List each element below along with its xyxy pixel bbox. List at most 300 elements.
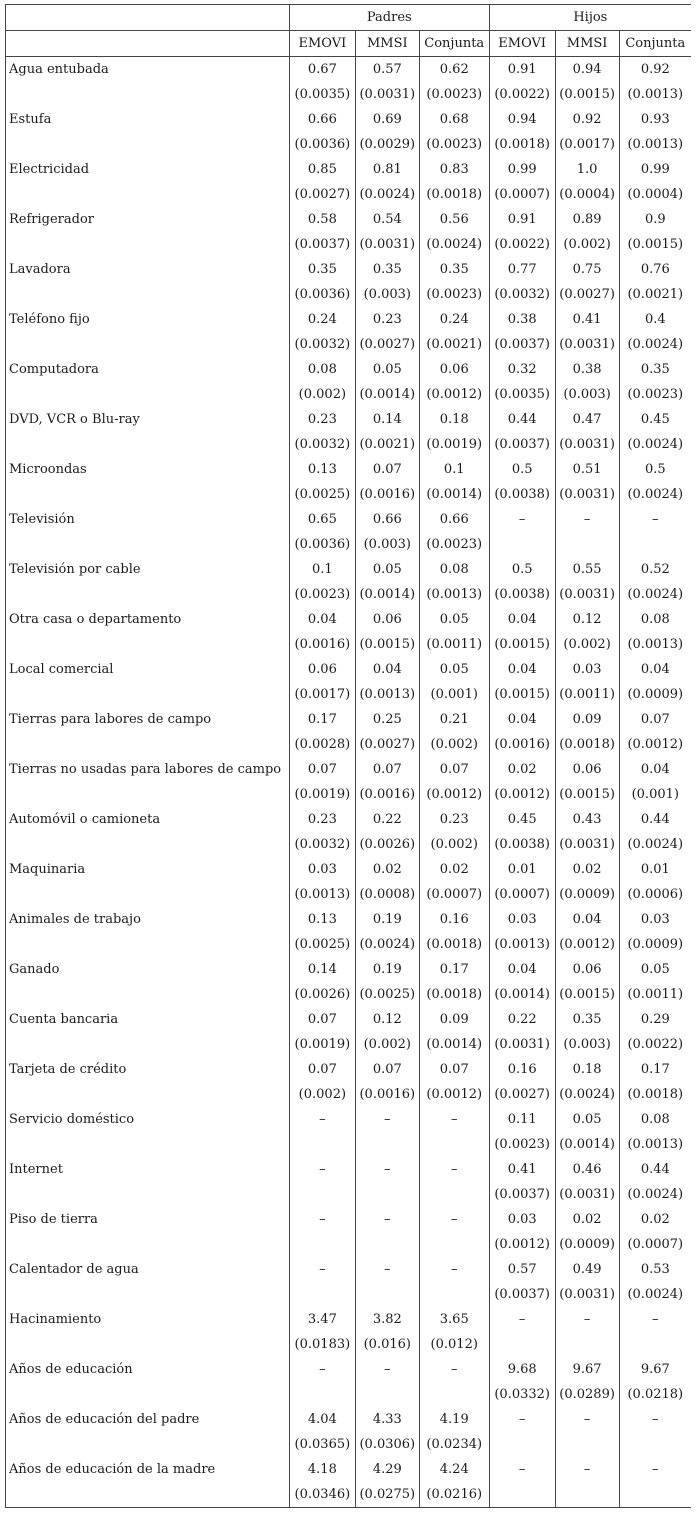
standard-error-cell: (0.0022) bbox=[489, 82, 555, 107]
standard-error-cell: (0.002) bbox=[355, 1032, 419, 1057]
standard-error-cell bbox=[619, 1432, 691, 1457]
standard-error-cell: (0.0038) bbox=[489, 832, 555, 857]
row-label-empty bbox=[6, 232, 290, 257]
row-label: Local comercial bbox=[6, 657, 290, 682]
row-label-empty bbox=[6, 732, 290, 757]
value-cell: 0.04 bbox=[489, 607, 555, 632]
standard-error-cell: (0.0004) bbox=[619, 182, 691, 207]
value-cell: 0.13 bbox=[289, 457, 355, 482]
standard-error-cell: (0.0018) bbox=[619, 1082, 691, 1107]
value-cell: – bbox=[555, 1307, 619, 1332]
standard-error-cell: (0.0018) bbox=[419, 982, 489, 1007]
column-header: Conjunta bbox=[419, 31, 489, 57]
value-cell: 0.41 bbox=[489, 1157, 555, 1182]
value-cell: 0.92 bbox=[619, 57, 691, 83]
row-label-empty bbox=[6, 1432, 290, 1457]
standard-error-cell: (0.0031) bbox=[489, 1032, 555, 1057]
row-label-empty bbox=[6, 632, 290, 657]
value-cell: – bbox=[419, 1357, 489, 1382]
table-row-standard-error bbox=[6, 1082, 692, 1107]
value-cell: 0.24 bbox=[419, 307, 489, 332]
standard-error-cell: (0.0015) bbox=[555, 782, 619, 807]
standard-error-cell: (0.0234) bbox=[419, 1432, 489, 1457]
standard-error-cell: (0.0031) bbox=[555, 1182, 619, 1207]
standard-error-cell: (0.0015) bbox=[555, 82, 619, 107]
standard-error-cell: (0.0013) bbox=[289, 882, 355, 907]
value-cell: 0.47 bbox=[555, 407, 619, 432]
value-cell: 0.07 bbox=[355, 457, 419, 482]
value-cell: – bbox=[289, 1257, 355, 1282]
standard-error-cell: (0.0032) bbox=[289, 332, 355, 357]
standard-error-cell: (0.0024) bbox=[555, 1082, 619, 1107]
standard-error-cell: (0.0026) bbox=[355, 832, 419, 857]
table-row bbox=[6, 757, 692, 782]
standard-error-cell: (0.0012) bbox=[419, 1082, 489, 1107]
row-label: Tierras no usadas para labores de campo bbox=[6, 757, 290, 782]
standard-error-cell: (0.0018) bbox=[555, 732, 619, 757]
value-cell: 0.13 bbox=[289, 907, 355, 932]
value-cell: 0.11 bbox=[489, 1107, 555, 1132]
standard-error-cell: (0.0019) bbox=[419, 432, 489, 457]
standard-error-cell: (0.0036) bbox=[289, 282, 355, 307]
standard-error-cell: (0.0016) bbox=[355, 782, 419, 807]
row-label: Televisión por cable bbox=[6, 557, 290, 582]
value-cell: – bbox=[619, 507, 691, 532]
row-label: Animales de trabajo bbox=[6, 907, 290, 932]
standard-error-cell: (0.0012) bbox=[489, 1232, 555, 1257]
row-label: Años de educación de la madre bbox=[6, 1457, 290, 1482]
standard-error-cell: (0.0023) bbox=[419, 82, 489, 107]
standard-error-cell: (0.0007) bbox=[489, 882, 555, 907]
standard-error-cell: (0.001) bbox=[619, 782, 691, 807]
value-cell: 0.01 bbox=[489, 857, 555, 882]
table-row-standard-error bbox=[6, 732, 692, 757]
value-cell: 0.04 bbox=[289, 607, 355, 632]
standard-error-cell bbox=[355, 1382, 419, 1407]
value-cell: 0.35 bbox=[289, 257, 355, 282]
row-label: Piso de tierra bbox=[6, 1207, 290, 1232]
value-cell: 0.35 bbox=[419, 257, 489, 282]
table-row bbox=[6, 157, 692, 182]
standard-error-cell: (0.0027) bbox=[355, 332, 419, 357]
row-label: Años de educación bbox=[6, 1357, 290, 1382]
standard-error-cell bbox=[355, 1282, 419, 1307]
table-row-standard-error bbox=[6, 932, 692, 957]
standard-error-cell bbox=[489, 1432, 555, 1457]
value-cell: 0.1 bbox=[419, 457, 489, 482]
standard-error-cell: (0.0021) bbox=[355, 432, 419, 457]
value-cell: – bbox=[289, 1357, 355, 1382]
value-cell: 9.68 bbox=[489, 1357, 555, 1382]
standard-error-cell: (0.0014) bbox=[419, 482, 489, 507]
table-row-standard-error bbox=[6, 982, 692, 1007]
row-label: Tarjeta de crédito bbox=[6, 1057, 290, 1082]
standard-error-cell: (0.0035) bbox=[289, 82, 355, 107]
standard-error-cell: (0.0014) bbox=[355, 382, 419, 407]
row-label-empty bbox=[6, 682, 290, 707]
standard-error-cell: (0.0023) bbox=[419, 532, 489, 557]
standard-error-cell: (0.0022) bbox=[489, 232, 555, 257]
standard-error-cell bbox=[489, 532, 555, 557]
table-row-standard-error bbox=[6, 1282, 692, 1307]
value-cell: 0.09 bbox=[555, 707, 619, 732]
value-cell: 0.38 bbox=[555, 357, 619, 382]
standard-error-cell: (0.0021) bbox=[419, 332, 489, 357]
table-row bbox=[6, 1307, 692, 1332]
row-label-empty bbox=[6, 982, 290, 1007]
standard-error-cell: (0.0013) bbox=[489, 932, 555, 957]
value-cell: 3.47 bbox=[289, 1307, 355, 1332]
standard-error-cell: (0.002) bbox=[419, 732, 489, 757]
row-label-empty bbox=[6, 1182, 290, 1207]
standard-error-cell: (0.0024) bbox=[419, 232, 489, 257]
standard-error-cell: (0.0012) bbox=[489, 782, 555, 807]
value-cell: 0.05 bbox=[355, 557, 419, 582]
standard-error-cell: (0.0036) bbox=[289, 532, 355, 557]
table-row-standard-error bbox=[6, 1482, 692, 1507]
standard-error-cell: (0.0017) bbox=[555, 132, 619, 157]
value-cell: – bbox=[555, 507, 619, 532]
standard-error-cell: (0.0013) bbox=[619, 82, 691, 107]
standard-error-cell: (0.002) bbox=[555, 232, 619, 257]
row-label-empty bbox=[6, 482, 290, 507]
value-cell: 0.07 bbox=[619, 707, 691, 732]
standard-error-cell: (0.0013) bbox=[619, 132, 691, 157]
value-cell: 0.01 bbox=[619, 857, 691, 882]
value-cell: 0.05 bbox=[355, 357, 419, 382]
standard-error-cell: (0.0015) bbox=[489, 682, 555, 707]
standard-error-cell bbox=[289, 1232, 355, 1257]
standard-error-cell bbox=[355, 1182, 419, 1207]
table-row-standard-error bbox=[6, 782, 692, 807]
row-label: Años de educación del padre bbox=[6, 1407, 290, 1432]
value-cell: 0.02 bbox=[555, 1207, 619, 1232]
value-cell: 0.43 bbox=[555, 807, 619, 832]
standard-error-cell: (0.0019) bbox=[289, 1032, 355, 1057]
standard-error-cell: (0.0021) bbox=[619, 282, 691, 307]
standard-error-cell: (0.003) bbox=[355, 282, 419, 307]
standard-error-cell: (0.0018) bbox=[489, 132, 555, 157]
row-label: Internet bbox=[6, 1157, 290, 1182]
value-cell: 0.35 bbox=[619, 357, 691, 382]
table-row bbox=[6, 557, 692, 582]
value-cell: 0.16 bbox=[489, 1057, 555, 1082]
value-cell: 0.92 bbox=[555, 107, 619, 132]
value-cell: 0.99 bbox=[489, 157, 555, 182]
value-cell: 0.58 bbox=[289, 207, 355, 232]
value-cell: – bbox=[355, 1357, 419, 1382]
value-cell: 0.07 bbox=[289, 757, 355, 782]
value-cell: 4.33 bbox=[355, 1407, 419, 1432]
value-cell: 0.55 bbox=[555, 557, 619, 582]
standard-error-cell: (0.0035) bbox=[489, 382, 555, 407]
table-row-standard-error bbox=[6, 1432, 692, 1457]
value-cell: 0.57 bbox=[355, 57, 419, 83]
standard-error-cell: (0.0031) bbox=[555, 582, 619, 607]
table-row bbox=[6, 1357, 692, 1382]
value-cell: 0.03 bbox=[619, 907, 691, 932]
standard-error-cell: (0.0032) bbox=[289, 432, 355, 457]
value-cell: 0.94 bbox=[555, 57, 619, 83]
table-row bbox=[6, 1207, 692, 1232]
standard-error-cell bbox=[289, 1282, 355, 1307]
value-cell: 0.91 bbox=[489, 207, 555, 232]
table-row bbox=[6, 107, 692, 132]
value-cell: 0.69 bbox=[355, 107, 419, 132]
value-cell: 0.19 bbox=[355, 957, 419, 982]
standard-error-cell bbox=[289, 1382, 355, 1407]
value-cell: 0.24 bbox=[289, 307, 355, 332]
value-cell: 0.08 bbox=[619, 607, 691, 632]
table-row bbox=[6, 1007, 692, 1032]
standard-error-cell bbox=[419, 1382, 489, 1407]
row-label-empty bbox=[6, 1382, 290, 1407]
standard-error-cell: (0.0012) bbox=[555, 932, 619, 957]
value-cell: – bbox=[355, 1257, 419, 1282]
standard-error-cell: (0.0012) bbox=[419, 782, 489, 807]
value-cell: 0.45 bbox=[619, 407, 691, 432]
table-row bbox=[6, 1107, 692, 1132]
table-row bbox=[6, 1057, 692, 1082]
value-cell: 0.52 bbox=[619, 557, 691, 582]
standard-error-cell: (0.0016) bbox=[355, 482, 419, 507]
value-cell: 0.25 bbox=[355, 707, 419, 732]
row-label-empty bbox=[6, 1332, 290, 1357]
value-cell: 0.53 bbox=[619, 1257, 691, 1282]
value-cell: 0.09 bbox=[419, 1007, 489, 1032]
table-row-standard-error bbox=[6, 532, 692, 557]
standard-error-cell: (0.0015) bbox=[555, 982, 619, 1007]
standard-error-cell: (0.002) bbox=[289, 1082, 355, 1107]
standard-error-cell: (0.0016) bbox=[355, 1082, 419, 1107]
value-cell: 0.03 bbox=[555, 657, 619, 682]
standard-error-cell: (0.002) bbox=[289, 382, 355, 407]
standard-error-cell: (0.0037) bbox=[489, 432, 555, 457]
row-label: Automóvil o camioneta bbox=[6, 807, 290, 832]
value-cell: 0.07 bbox=[289, 1007, 355, 1032]
table-bottom-rule bbox=[5, 1507, 691, 1508]
value-cell: 0.22 bbox=[489, 1007, 555, 1032]
row-label: Ganado bbox=[6, 957, 290, 982]
value-cell: 0.06 bbox=[289, 657, 355, 682]
value-cell: – bbox=[355, 1107, 419, 1132]
value-cell: 0.14 bbox=[289, 957, 355, 982]
standard-error-cell bbox=[419, 1182, 489, 1207]
row-label: Refrigerador bbox=[6, 207, 290, 232]
column-header: Conjunta bbox=[619, 31, 691, 57]
value-cell: 0.38 bbox=[489, 307, 555, 332]
value-cell: 0.07 bbox=[289, 1057, 355, 1082]
standard-error-cell: (0.0025) bbox=[289, 482, 355, 507]
table-row-standard-error bbox=[6, 432, 692, 457]
standard-error-cell: (0.0025) bbox=[355, 982, 419, 1007]
standard-error-cell: (0.0024) bbox=[355, 932, 419, 957]
value-cell: – bbox=[489, 507, 555, 532]
table-row-standard-error bbox=[6, 682, 692, 707]
table-row-standard-error bbox=[6, 1382, 692, 1407]
value-cell: 0.08 bbox=[619, 1107, 691, 1132]
value-cell: 0.66 bbox=[419, 507, 489, 532]
table-row-standard-error bbox=[6, 1032, 692, 1057]
value-cell: 0.23 bbox=[355, 307, 419, 332]
standard-error-cell: (0.0027) bbox=[555, 282, 619, 307]
value-cell: 0.04 bbox=[619, 757, 691, 782]
row-label-empty bbox=[6, 1282, 290, 1307]
value-cell: 0.5 bbox=[489, 457, 555, 482]
value-cell: – bbox=[489, 1407, 555, 1432]
table-row-standard-error bbox=[6, 82, 692, 107]
row-label-empty bbox=[6, 882, 290, 907]
value-cell: 0.04 bbox=[619, 657, 691, 682]
standard-error-cell: (0.0012) bbox=[419, 382, 489, 407]
table-row bbox=[6, 1257, 692, 1282]
value-cell: 0.14 bbox=[355, 407, 419, 432]
column-header: MMSI bbox=[355, 31, 419, 57]
value-cell: 0.17 bbox=[289, 707, 355, 732]
standard-error-cell: (0.0009) bbox=[555, 1232, 619, 1257]
table-row bbox=[6, 857, 692, 882]
column-header: MMSI bbox=[555, 31, 619, 57]
value-cell: 0.49 bbox=[555, 1257, 619, 1282]
standard-error-cell: (0.0009) bbox=[619, 682, 691, 707]
value-cell: 0.77 bbox=[489, 257, 555, 282]
standard-error-cell: (0.0032) bbox=[289, 832, 355, 857]
row-label: Agua entubada bbox=[6, 57, 290, 83]
row-label-empty bbox=[6, 1082, 290, 1107]
standard-error-cell: (0.0289) bbox=[555, 1382, 619, 1407]
row-label-empty bbox=[6, 332, 290, 357]
standard-error-cell: (0.0011) bbox=[419, 632, 489, 657]
standard-error-cell: (0.0038) bbox=[489, 582, 555, 607]
table-row-standard-error bbox=[6, 1232, 692, 1257]
standard-error-cell bbox=[355, 1132, 419, 1157]
value-cell: 0.02 bbox=[619, 1207, 691, 1232]
value-cell: 0.62 bbox=[419, 57, 489, 83]
value-cell: 0.06 bbox=[419, 357, 489, 382]
row-label-empty bbox=[6, 832, 290, 857]
standard-error-cell: (0.0011) bbox=[555, 682, 619, 707]
value-cell: 0.06 bbox=[355, 607, 419, 632]
row-label-empty bbox=[6, 82, 290, 107]
table-row bbox=[6, 307, 692, 332]
standard-error-cell: (0.0011) bbox=[619, 982, 691, 1007]
standard-error-cell: (0.0018) bbox=[419, 932, 489, 957]
value-cell: 0.29 bbox=[619, 1007, 691, 1032]
value-cell: 0.19 bbox=[355, 907, 419, 932]
value-cell: 0.66 bbox=[355, 507, 419, 532]
value-cell: – bbox=[619, 1307, 691, 1332]
standard-error-cell bbox=[619, 532, 691, 557]
value-cell: 4.29 bbox=[355, 1457, 419, 1482]
row-label: Otra casa o departamento bbox=[6, 607, 290, 632]
value-cell: 0.03 bbox=[489, 907, 555, 932]
value-cell: 0.99 bbox=[619, 157, 691, 182]
row-label-empty bbox=[6, 1032, 290, 1057]
table-row bbox=[6, 907, 692, 932]
standard-error-cell: (0.0032) bbox=[489, 282, 555, 307]
value-cell: 0.08 bbox=[419, 557, 489, 582]
row-label: Calentador de agua bbox=[6, 1257, 290, 1282]
standard-error-cell: (0.0025) bbox=[289, 932, 355, 957]
standard-error-cell: (0.003) bbox=[355, 532, 419, 557]
column-header: EMOVI bbox=[289, 31, 355, 57]
value-cell: 0.9 bbox=[619, 207, 691, 232]
standard-error-cell: (0.0016) bbox=[289, 632, 355, 657]
value-cell: 0.05 bbox=[619, 957, 691, 982]
value-cell: 0.68 bbox=[419, 107, 489, 132]
standard-error-cell: (0.0031) bbox=[355, 82, 419, 107]
standard-error-cell: (0.0037) bbox=[489, 1182, 555, 1207]
value-cell: 0.44 bbox=[619, 807, 691, 832]
table-row bbox=[6, 607, 692, 632]
statistics-table bbox=[5, 5, 691, 1507]
value-cell: 0.5 bbox=[489, 557, 555, 582]
standard-error-cell: (0.0024) bbox=[619, 832, 691, 857]
value-cell: 4.24 bbox=[419, 1457, 489, 1482]
value-cell: – bbox=[619, 1457, 691, 1482]
table-row-standard-error bbox=[6, 632, 692, 657]
value-cell: – bbox=[289, 1157, 355, 1182]
value-cell: – bbox=[289, 1207, 355, 1232]
row-label-empty bbox=[6, 782, 290, 807]
standard-error-cell: (0.0013) bbox=[419, 582, 489, 607]
standard-error-cell: (0.0038) bbox=[489, 482, 555, 507]
row-label: Estufa bbox=[6, 107, 290, 132]
row-label-empty bbox=[6, 582, 290, 607]
value-cell: 0.12 bbox=[555, 607, 619, 632]
standard-error-cell: (0.0023) bbox=[619, 382, 691, 407]
standard-error-cell: (0.0022) bbox=[619, 1032, 691, 1057]
value-cell: 0.67 bbox=[289, 57, 355, 83]
standard-error-cell: (0.0013) bbox=[619, 632, 691, 657]
value-cell: 0.93 bbox=[619, 107, 691, 132]
standard-error-cell bbox=[619, 1482, 691, 1507]
value-cell: 0.46 bbox=[555, 1157, 619, 1182]
column-header-row bbox=[6, 31, 692, 57]
value-cell: 0.56 bbox=[419, 207, 489, 232]
row-label-empty bbox=[6, 1132, 290, 1157]
value-cell: 0.89 bbox=[555, 207, 619, 232]
value-cell: 0.23 bbox=[289, 807, 355, 832]
standard-error-cell: (0.0016) bbox=[489, 732, 555, 757]
standard-error-cell: (0.0009) bbox=[619, 932, 691, 957]
table-row bbox=[6, 957, 692, 982]
value-cell: 0.57 bbox=[489, 1257, 555, 1282]
standard-error-cell bbox=[555, 1482, 619, 1507]
standard-error-cell: (0.0014) bbox=[355, 582, 419, 607]
standard-error-cell bbox=[355, 1232, 419, 1257]
standard-error-cell: (0.0275) bbox=[355, 1482, 419, 1507]
value-cell: 4.04 bbox=[289, 1407, 355, 1432]
value-cell: 0.32 bbox=[489, 357, 555, 382]
standard-error-cell bbox=[489, 1482, 555, 1507]
standard-error-cell: (0.0183) bbox=[289, 1332, 355, 1357]
value-cell: 0.04 bbox=[555, 907, 619, 932]
table-row-standard-error bbox=[6, 232, 692, 257]
value-cell: 0.75 bbox=[555, 257, 619, 282]
table-row bbox=[6, 207, 692, 232]
value-cell: 0.35 bbox=[555, 1007, 619, 1032]
table-row bbox=[6, 407, 692, 432]
row-label: Microondas bbox=[6, 457, 290, 482]
value-cell: – bbox=[489, 1457, 555, 1482]
value-cell: – bbox=[619, 1407, 691, 1432]
row-label: Televisión bbox=[6, 507, 290, 532]
value-cell: 4.18 bbox=[289, 1457, 355, 1482]
value-cell: 0.03 bbox=[289, 857, 355, 882]
standard-error-cell: (0.003) bbox=[555, 1032, 619, 1057]
group-header-padres: Padres bbox=[289, 5, 489, 31]
